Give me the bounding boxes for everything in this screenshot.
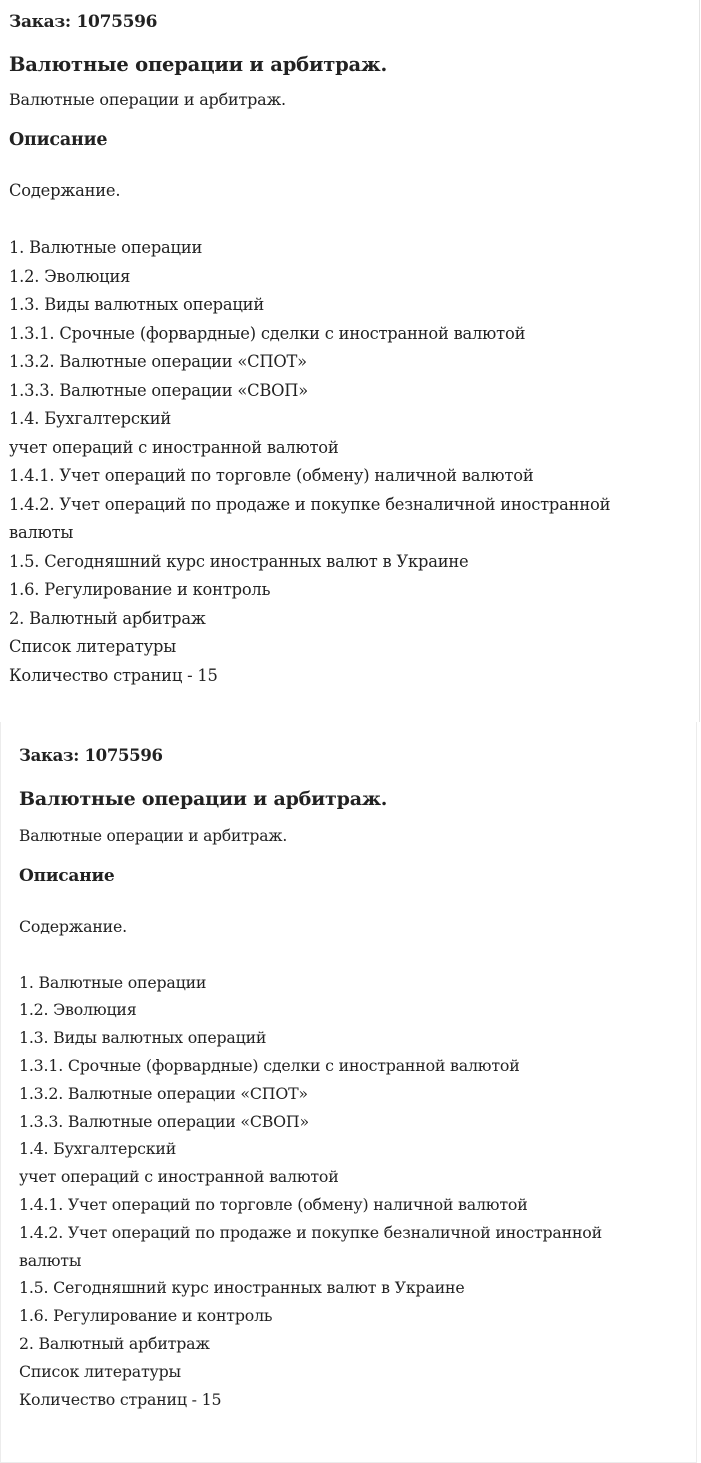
- table-of-contents: [9, 177, 699, 690]
- contents-item: 1.4.1. Учет операций по торговле (обмену) наличной валютой: [9, 466, 534, 485]
- contents-item: 1.6. Регулирование и контроль: [19, 1306, 273, 1326]
- contents-item: 2. Валютный арбитраж: [9, 608, 206, 628]
- contents-item: 1.4.2. Учет операций по продаже и покупке безналичной иностранной: [9, 494, 611, 514]
- product-subtitle: Валютные операции и арбитраж.: [19, 827, 288, 845]
- blank-line: [19, 941, 696, 969]
- contents-item: 1.2. Эволюция: [9, 266, 131, 286]
- contents-heading: Содержание.: [9, 181, 121, 200]
- product-subtitle: Валютные операции и арбитраж.: [9, 90, 286, 109]
- contents-item: 1.3. Виды валютных операций: [19, 1028, 267, 1048]
- contents-heading: Содержание.: [19, 917, 127, 936]
- contents-item: 1.5. Сегодняшний курс иностранных валют в Украине: [9, 551, 469, 571]
- contents-item: 1. Валютные операции: [19, 972, 207, 992]
- contents-item: 1. Валютные операции: [9, 238, 203, 257]
- contents-item: 1.4. Бухгалтерский: [19, 1139, 177, 1159]
- contents-item: 2. Валютный арбитраж: [19, 1333, 210, 1353]
- table-of-contents: [19, 913, 696, 1413]
- contents-item: 1.3.1. Срочные (форвардные) сделки с иностранной валютой: [19, 1055, 520, 1075]
- description-heading: Описание: [19, 866, 115, 886]
- contents-item: 1.4.1. Учет операций по торговле (обмену) наличной валютой: [19, 1194, 528, 1214]
- contents-item: 1.3.1. Срочные (форвардные) сделки с иностранной валютой: [9, 323, 526, 343]
- contents-item: 1.4.2. Учет операций по продаже и покупке безналичной иностранной: [19, 1222, 602, 1242]
- contents-item: 1.3.3. Валютные операции «СВОП»: [9, 380, 309, 400]
- contents-item: Количество страниц - 15: [19, 1389, 222, 1409]
- product-title: Валютные операции и арбитраж.: [9, 53, 388, 76]
- contents-item: учет операций с иностранной валютой: [19, 1167, 339, 1187]
- contents-item: 1.3. Виды валютных операций: [9, 295, 264, 314]
- contents-item: 1.4. Бухгалтерский: [9, 409, 172, 428]
- description-heading: Описание: [9, 130, 108, 150]
- contents-item: 1.3.2. Валютные операции «СПОТ»: [9, 352, 307, 371]
- contents-item: учет операций с иностранной валютой: [9, 437, 339, 457]
- order-number: Заказ: 1075596: [19, 746, 163, 765]
- contents-item: Количество страниц - 15: [9, 665, 218, 685]
- contents-item: 1.3.3. Валютные операции «СВОП»: [19, 1111, 309, 1131]
- blank-line: [9, 206, 699, 235]
- contents-item: 1.5. Сегодняшний курс иностранных валют в Украине: [19, 1278, 465, 1298]
- product-title: Валютные операции и арбитраж.: [19, 788, 388, 810]
- contents-item: валюты: [19, 1250, 82, 1270]
- contents-item: Список литературы: [19, 1361, 181, 1381]
- contents-item: 1.2. Эволюция: [19, 1000, 137, 1020]
- product-card-top: [0, 0, 700, 722]
- order-number: Заказ: 1075596: [9, 12, 158, 32]
- contents-item: 1.6. Регулирование и контроль: [9, 580, 271, 599]
- contents-item: 1.3.2. Валютные операции «СПОТ»: [19, 1083, 308, 1103]
- product-card-bottom: [0, 722, 697, 1463]
- contents-item: валюты: [9, 523, 74, 542]
- contents-item: Список литературы: [9, 637, 176, 656]
